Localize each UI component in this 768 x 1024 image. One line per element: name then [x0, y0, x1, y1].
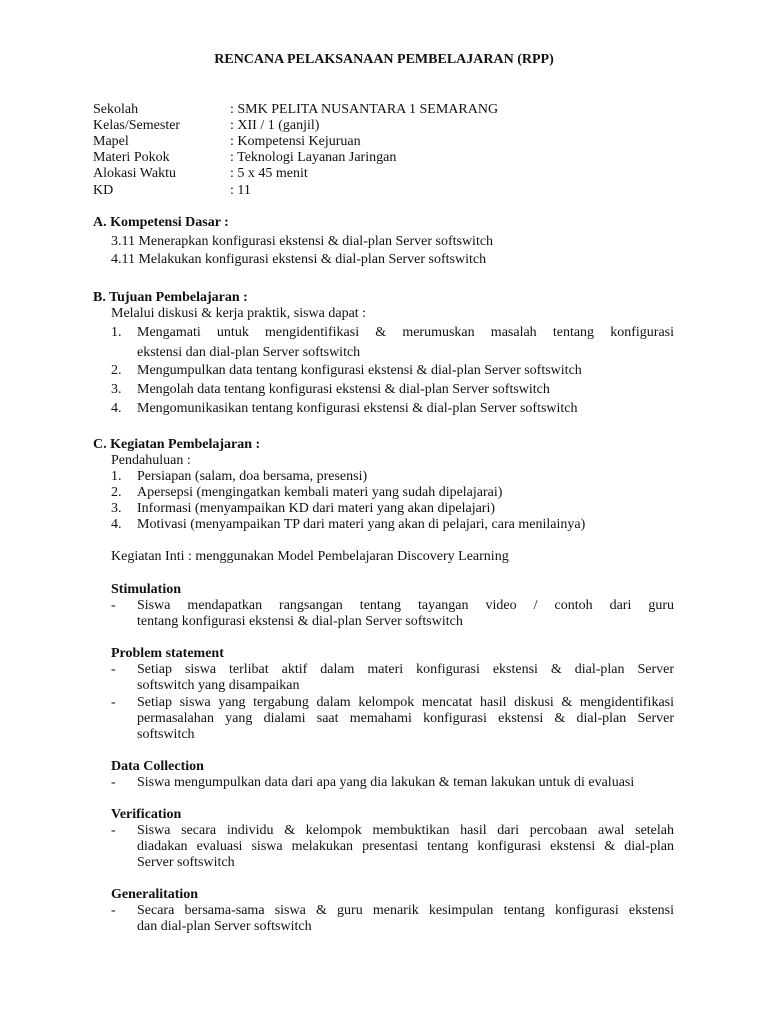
- verification-line2: diadakan evaluasi siswa melakukan presentasi tentang konfigurasi ekstensi & dial-plan: [137, 839, 674, 854]
- label-kelas-semester: Kelas/Semester: [93, 118, 181, 133]
- pendahuluan-item-3: Informasi (menyampaikan KD dari materi yang akan dipelajari): [137, 501, 496, 516]
- list-number: 1.: [111, 469, 122, 484]
- label-materi-pokok: Materi Pokok: [93, 150, 170, 165]
- bullet-dash: -: [111, 775, 116, 790]
- bullet-dash: -: [111, 662, 116, 677]
- verification-line3: Server softswitch: [137, 855, 235, 870]
- kegiatan-inti: Kegiatan Inti : menggunakan Model Pembelajaran Discovery Learning: [111, 549, 509, 564]
- kd-item-3-11: 3.11 Menerapkan konfigurasi ekstensi & dial-plan Server softswitch: [111, 234, 494, 249]
- document-title: RENCANA PELAKSANAAN PEMBELAJARAN (RPP): [214, 52, 554, 67]
- generalitation-line2: dan dial-plan Server softswitch: [137, 919, 312, 934]
- data-collection-heading: Data Collection: [111, 759, 204, 774]
- kd-item-4-11: 4.11 Melakukan konfigurasi ekstensi & dial-plan Server softswitch: [111, 252, 487, 267]
- problem-b1-line1: Setiap siswa terlibat aktif dalam materi konfigurasi ekstensi & dial-plan Server: [137, 662, 674, 677]
- section-c-heading: C. Kegiatan Pembelajaran :: [93, 437, 261, 452]
- verification-heading: Verification: [111, 807, 182, 822]
- stimulation-line1: Siswa mendapatkan rangsangan tentang tayangan video / contoh dari guru: [137, 598, 674, 613]
- list-number: 4.: [111, 517, 122, 532]
- section-a-heading: A. Kompetensi Dasar :: [93, 215, 229, 230]
- problem-b2-line2: permasalahan yang dialami saat memahami konfigurasi ekstensi & dial-plan Server: [137, 711, 674, 726]
- problem-statement-heading: Problem statement: [111, 646, 224, 661]
- stimulation-heading: Stimulation: [111, 582, 182, 597]
- label-kd: KD: [93, 183, 114, 198]
- pendahuluan-item-2: Apersepsi (mengingatkan kembali materi yang sudah dipelajarai): [137, 485, 503, 500]
- tujuan-item-3: Mengolah data tentang konfigurasi ekstensi & dial-plan Server softswitch: [137, 382, 550, 397]
- problem-b1-line2: softswitch yang disampaikan: [137, 678, 300, 693]
- value-mapel: : Kompetensi Kejuruan: [230, 134, 361, 149]
- verification-line1: Siswa secara individu & kelompok membuktikan hasil dari percobaan awal setelah: [137, 823, 674, 838]
- list-number: 4.: [111, 401, 122, 416]
- value-kd: : 11: [230, 183, 251, 198]
- bullet-dash: -: [111, 903, 116, 918]
- list-number: 2.: [111, 363, 122, 378]
- tujuan-item-4: Mengomunikasikan tentang konfigurasi ekstensi & dial-plan Server softswitch: [137, 401, 578, 416]
- list-number: 3.: [111, 501, 122, 516]
- value-materi-pokok: : Teknologi Layanan Jaringan: [230, 150, 397, 165]
- list-number: 3.: [111, 382, 122, 397]
- list-number: 1.: [111, 325, 122, 340]
- bullet-dash: -: [111, 823, 116, 838]
- data-collection-line1: Siswa mengumpulkan data dari apa yang dia lakukan & teman lakukan untuk di evaluasi: [137, 775, 635, 790]
- value-sekolah: : SMK PELITA NUSANTARA 1 SEMARANG: [230, 102, 499, 117]
- value-kelas-semester: : XII / 1 (ganjil): [230, 118, 320, 133]
- generalitation-line1: Secara bersama-sama siswa & guru menarik kesimpulan tentang konfigurasi ekstensi: [137, 903, 674, 918]
- value-alokasi-waktu: : 5 x 45 menit: [230, 166, 308, 181]
- label-alokasi-waktu: Alokasi Waktu: [93, 166, 176, 181]
- pendahuluan-item-4: Motivasi (menyampaikan TP dari materi yang akan di pelajari, cara menilainya): [137, 517, 586, 532]
- pendahuluan-item-1: Persiapan (salam, doa bersama, presensi): [137, 469, 368, 484]
- bullet-dash: -: [111, 598, 116, 613]
- tujuan-item-1-line1: Mengamati untuk mengidentifikasi & merumuskan masalah tentang konfigurasi: [137, 325, 674, 340]
- pendahuluan-label: Pendahuluan :: [111, 453, 191, 468]
- label-sekolah: Sekolah: [93, 102, 139, 117]
- bullet-dash: -: [111, 695, 116, 710]
- tujuan-intro: Melalui diskusi & kerja praktik, siswa dapat :: [111, 306, 367, 321]
- section-b-heading: B. Tujuan Pembelajaran :: [93, 290, 248, 305]
- problem-b2-line1: Setiap siswa yang tergabung dalam kelompok mencatat hasil diskusi & mengidentifikasi: [137, 695, 674, 710]
- generalitation-heading: Generalitation: [111, 887, 199, 902]
- stimulation-line2: tentang konfigurasi ekstensi & dial-plan Server softswitch: [137, 614, 463, 629]
- problem-b2-line3: softswitch: [137, 727, 195, 742]
- label-mapel: Mapel: [93, 134, 129, 149]
- tujuan-item-1-line2: ekstensi dan dial-plan Server softswitch: [137, 345, 361, 360]
- list-number: 2.: [111, 485, 122, 500]
- tujuan-item-2: Mengumpulkan data tentang konfigurasi ekstensi & dial-plan Server softswitch: [137, 363, 582, 378]
